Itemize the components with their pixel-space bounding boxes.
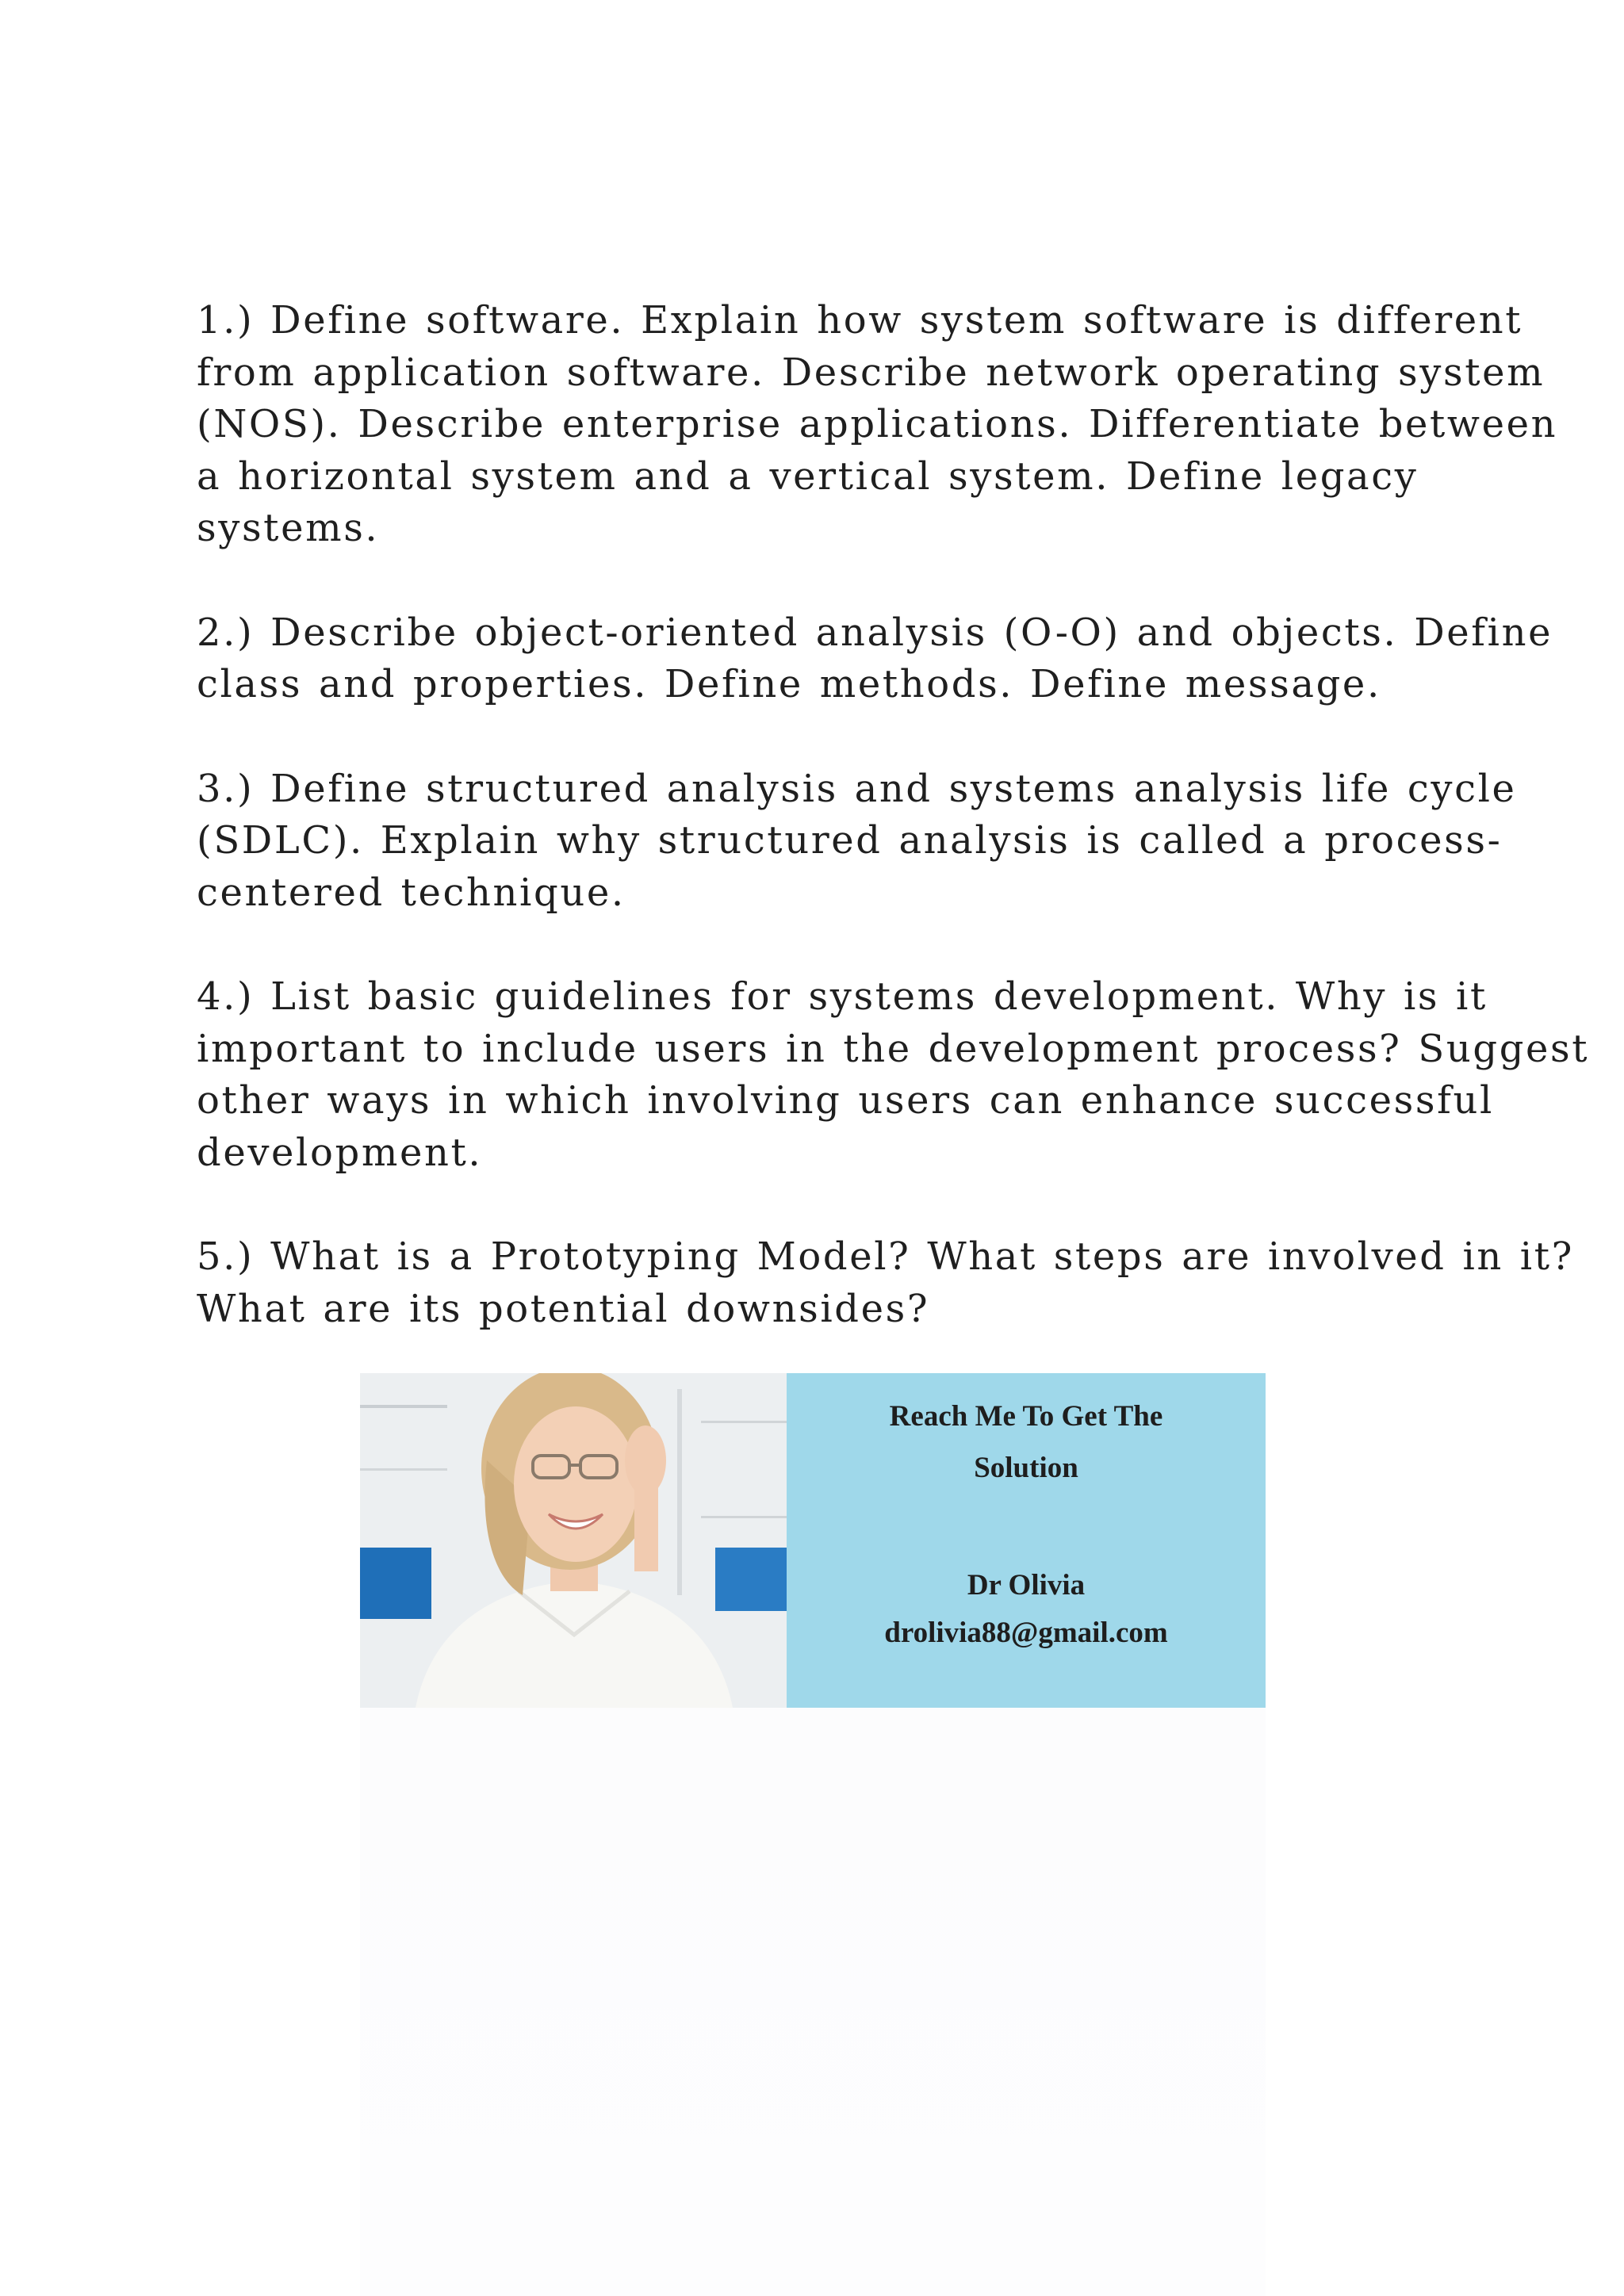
question-line: from application software. Describe network operating system	[197, 350, 1545, 395]
contact-name: Dr Olivia	[967, 1569, 1086, 1601]
contact-card	[787, 1373, 1266, 1708]
question-1	[197, 295, 1558, 555]
woman-portrait-illustration	[360, 1373, 787, 1708]
banner-heading-continued: Solution	[974, 1452, 1078, 1484]
question-line: 3.) Define structured analysis and systems analysis life cycle	[197, 766, 1517, 811]
question-5	[197, 1231, 1574, 1335]
question-4	[197, 971, 1590, 1179]
question-line: class and properties. Define methods. Define message.	[197, 662, 1381, 706]
question-line: (NOS). Describe enterprise applications. Differentiate between	[197, 402, 1558, 446]
question-line: important to include users in the development process? Suggest	[197, 1026, 1590, 1071]
question-line: systems.	[197, 506, 380, 550]
question-line: 2.) Describe object-oriented analysis (O-O) and objects. Define	[197, 610, 1553, 655]
blank-area	[360, 1708, 1266, 2296]
question-line: (SDLC). Explain why structured analysis is called a process-	[197, 818, 1503, 863]
question-2	[197, 607, 1553, 711]
question-line: other ways in which involving users can enhance successful	[197, 1078, 1494, 1123]
contact-email[interactable]: drolivia88@gmail.com	[884, 1617, 1168, 1649]
question-line: What are its potential downsides?	[197, 1286, 930, 1331]
question-line: development.	[197, 1130, 483, 1175]
banner-heading: Reach Me To Get The	[889, 1400, 1163, 1433]
question-line: 1.) Define software. Explain how system software is different	[197, 298, 1523, 342]
question-line: centered technique.	[197, 870, 626, 915]
banner-photo	[360, 1373, 787, 1708]
question-line: 5.) What is a Prototyping Model? What steps are involved in it?	[197, 1234, 1574, 1279]
question-line: a horizontal system and a vertical system. Define legacy	[197, 453, 1419, 499]
question-3	[197, 763, 1517, 920]
question-list	[197, 295, 1590, 1387]
question-line: 4.) List basic guidelines for systems development. Why is it	[197, 974, 1488, 1019]
contact-banner	[360, 1373, 1266, 1708]
